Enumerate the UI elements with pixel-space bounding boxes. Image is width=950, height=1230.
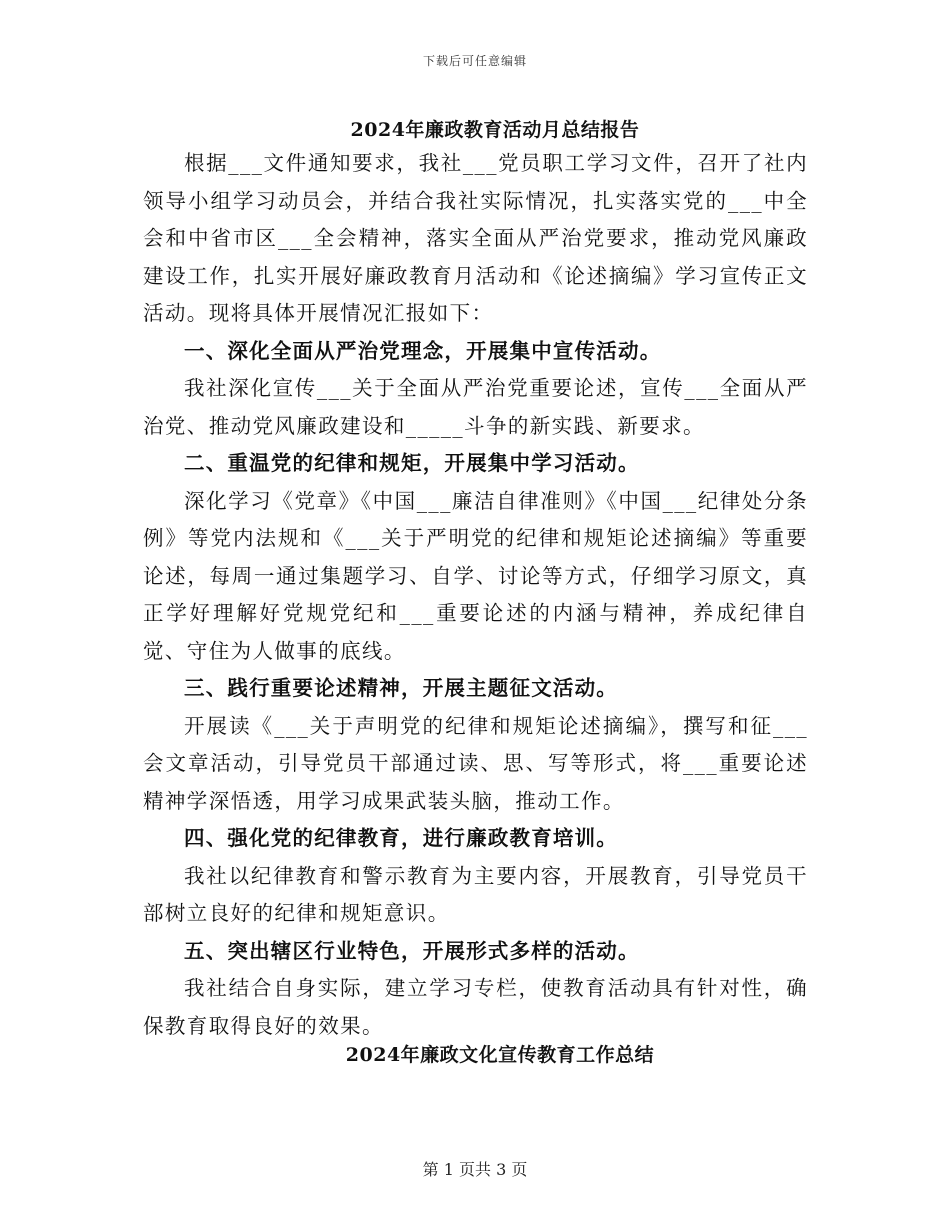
paragraph-section-4: 我社以纪律教育和警示教育为主要内容，开展教育，引导党员干部树立良好的纪律和规矩意识。 [143,863,808,925]
document-body [143,145,808,1045]
next-document-title: 2024年廉政文化宣传教育工作总结 [345,1044,655,1066]
paragraph-intro: 根据___文件通知要求，我社___党员职工学习文件，召开了社内领导小组学习动员会，并结合我社实际情况，扎实落实党的___中全会和中省市区___全会精神，落实全面从严治党要求，推动党风廉政建设工作，扎实开展好廉政教育月活动和《论述摘编》学习宣传正文活动。现将具体开展情况汇报如下： [143,151,808,325]
section-heading-2: 二、重温党的纪律和规矩，开展集中学习活动。 [184,451,640,475]
section-heading-5: 五、突出辖区行业特色，开展形式多样的活动。 [184,938,640,963]
paragraph-section-5: 我社结合自身实际，建立学习专栏，使教育活动具有针对性，确保教育取得良好的效果。 [143,976,808,1038]
page-number: 第 1 页共 3 页 [422,1160,528,1179]
paragraph-section-1: 我社深化宣传___关于全面从严治党重要论述，宣传___全面从严治党、推动党风廉政建设和_____斗争的新实践、新要求。 [143,376,808,438]
section-heading-1: 一、深化全面从严治党理念，开展集中宣传活动。 [184,338,662,363]
document-title: 2024年廉政教育活动月总结报告 [350,119,640,141]
download-note: 下载后可任意编辑 [422,54,527,68]
paragraph-section-2: 深化学习《党章》《中国___廉洁自律准则》《中国___纪律处分条例》等党内法规和《___关于严明党的纪律和规矩论述摘编》等重要论述，每周一通过集题学习、自学、讨论等方式，仔细学习原文，真正学好理解好党规党纪和___重要论述的内涵与精神，养成纪律自觉、守住为人做事的底线。 [143,488,808,663]
section-heading-4: 四、强化党的纪律教育，进行廉政教育培训。 [184,826,618,850]
section-heading-3: 三、践行重要论述精神，开展主题征文活动。 [184,676,618,700]
paragraph-section-3: 开展读《___关于声明党的纪律和规矩论述摘编》，撰写和征___会文章活动，引导党员干部通过读、思、写等形式，将___重要论述精神学深悟透，用学习成果武装头脑，推动工作。 [143,713,808,813]
